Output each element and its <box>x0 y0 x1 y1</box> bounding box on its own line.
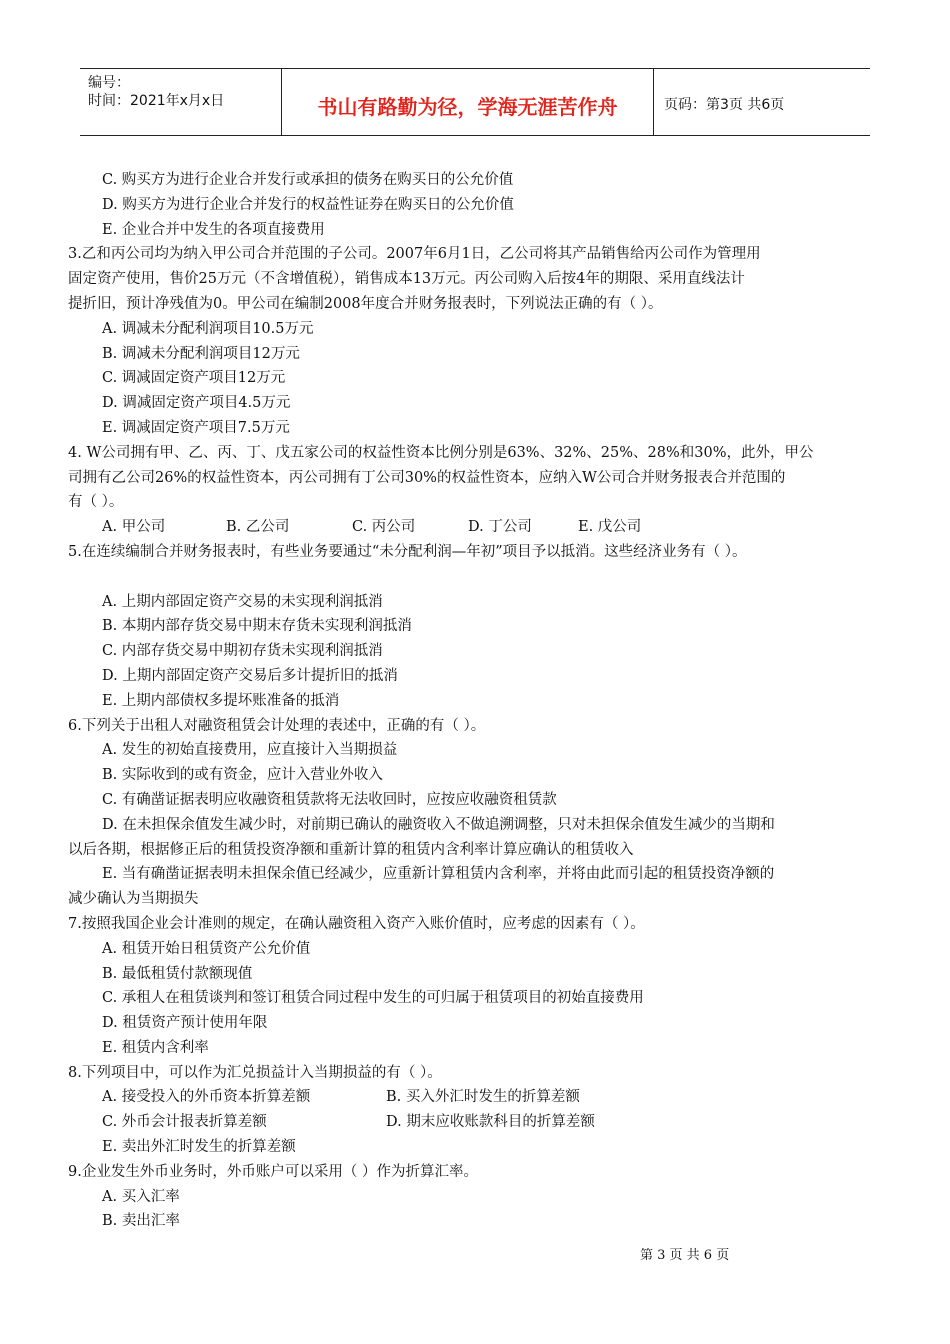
option-line: B. 乙公司 <box>226 519 290 536</box>
page-footer: 第 3 页 共 6 页 <box>640 1248 730 1263</box>
option-line: B. 调减未分配利润项目12万元 <box>102 345 300 362</box>
option-continuation: 减少确认为当期损失 <box>68 891 199 908</box>
question-6-text: 6.下列关于出租人对融资租赁会计处理的表述中，正确的有（ ）。 <box>68 717 486 734</box>
option-line: D. 购买方为进行企业合并发行的权益性证券在购买日的公允价值 <box>102 196 514 213</box>
option-line: D. 期末应收账款科目的折算差额 <box>386 1114 595 1131</box>
option-line: B. 本期内部存货交易中期末存货未实现利润抵消 <box>102 618 412 635</box>
option-line: A. 调减未分配利润项目10.5万元 <box>102 320 314 337</box>
option-line: B. 买入外汇时发生的折算差额 <box>386 1089 580 1106</box>
option-line: D. 上期内部固定资产交易后多计提折旧的抵消 <box>102 667 398 684</box>
question-8-options-row <box>68 1110 890 1135</box>
question-7-text: 7.按照我国企业会计准则的规定，在确认融资租入资产入账价值时，应考虑的因素有（ ）。 <box>68 915 645 932</box>
option-line: D. 丁公司 <box>468 519 532 536</box>
option-line: A. 甲公司 <box>102 519 166 536</box>
option-line: D. 调减固定资产项目4.5万元 <box>102 395 291 412</box>
option-continuation: 以后各期，根据修正后的租赁投资净额和重新计算的租赁内含利率计算应确认的租赁收入 <box>68 841 634 858</box>
question-3-text: 固定资产使用，售价25万元（不含增值税），销售成本13万元。丙公司购入后按4年的期限、采用直线法计 <box>68 271 745 288</box>
option-line: D. 在未担保余值发生减少时，对前期已确认的融资收入不做追溯调整，只对未担保余值发生减少的当期和 <box>102 816 775 833</box>
question-4-options <box>68 515 890 540</box>
option-line: C. 丙公司 <box>352 519 416 536</box>
option-line: A. 发生的初始直接费用，应直接计入当期损益 <box>102 742 398 759</box>
blank-line <box>68 565 890 590</box>
option-line: E. 调减固定资产项目7.5万元 <box>102 419 290 436</box>
document-header <box>80 68 870 136</box>
option-line: A. 租赁开始日租赁资产公允价值 <box>102 940 311 957</box>
option-line: A. 接受投入的外币资本折算差额 <box>102 1089 311 1106</box>
option-line: E. 企业合并中发生的各项直接费用 <box>102 221 325 238</box>
option-line: B. 卖出汇率 <box>102 1213 180 1230</box>
option-line: B. 实际收到的或有资金，应计入营业外收入 <box>102 767 383 784</box>
option-line: C. 外币会计报表折算差额 <box>102 1114 267 1131</box>
option-line: C. 购买方为进行企业合并发行或承担的债务在购买日的公允价值 <box>102 172 514 188</box>
question-3-text: 提折旧，预计净残值为0。甲公司在编制2008年度合并财务报表时，下列说法正确的有（ ）。 <box>68 295 663 312</box>
option-line: E. 戊公司 <box>578 519 642 536</box>
question-4-text: 有（ ）。 <box>68 494 124 511</box>
question-4-text: 司拥有乙公司26%的权益性资本，丙公司拥有丁公司30%的权益性资本，应纳入W公司合并财务报表合并范围的 <box>68 469 786 486</box>
question-9-text: 9.企业发生外币业务时，外币账户可以采用（ ）作为折算汇率。 <box>68 1163 478 1180</box>
document-number-label: 编号： <box>88 75 130 91</box>
option-line: C. 内部存货交易中期初存货未实现利润抵消 <box>102 643 383 660</box>
option-line: C. 承租人在租赁谈判和签订租赁合同过程中发生的可归属于租赁项目的初始直接费用 <box>102 990 644 1007</box>
option-line: C. 调减固定资产项目12万元 <box>102 370 286 387</box>
header-motto: 书山有路勤为径，学海无涯苦作舟 <box>282 69 654 135</box>
option-line: D. 租赁资产预计使用年限 <box>102 1015 268 1032</box>
question-4-text: 4. W公司拥有甲、乙、丙、丁、戊五家公司的权益性资本比例分别是63%、32%、25%、28%和30%，此外，甲公 <box>68 444 814 461</box>
option-line: C. 有确凿证据表明应收融资租赁款将无法收回时，应按应收融资租赁款 <box>102 791 557 808</box>
option-line: E. 上期内部债权多提坏账准备的抵消 <box>102 692 340 709</box>
question-8-options-row <box>68 1085 890 1110</box>
document-body <box>68 168 890 1234</box>
option-line: E. 租赁内含利率 <box>102 1039 209 1056</box>
option-line: A. 上期内部固定资产交易的未实现利润抵消 <box>102 593 383 610</box>
question-3-text: 3.乙和丙公司均为纳入甲公司合并范围的子公司。2007年6月1日，乙公司将其产品销售给丙公司作为管理用 <box>68 246 761 263</box>
option-line: A. 买入汇率 <box>102 1188 180 1205</box>
question-5-text: 5.在连续编制合并财务报表时，有些业务要通过“未分配利润—年初”项目予以抵消。这些经济业务有（ ）。 <box>68 543 747 560</box>
header-meta <box>80 69 282 135</box>
option-line: B. 最低租赁付款额现值 <box>102 965 253 982</box>
header-page-info: 页码：第3页 共6页 <box>664 97 785 113</box>
document-time-label: 时间：2021年x月x日 <box>88 93 225 109</box>
question-8-text: 8.下列项目中，可以作为汇兑损益计入当期损益的有（ ）。 <box>68 1064 442 1081</box>
option-line: E. 当有确凿证据表明未担保余值已经减少，应重新计算租赁内含利率，并将由此而引起的租赁投资净额的 <box>102 866 775 883</box>
option-line: E. 卖出外汇时发生的折算差额 <box>102 1139 296 1156</box>
